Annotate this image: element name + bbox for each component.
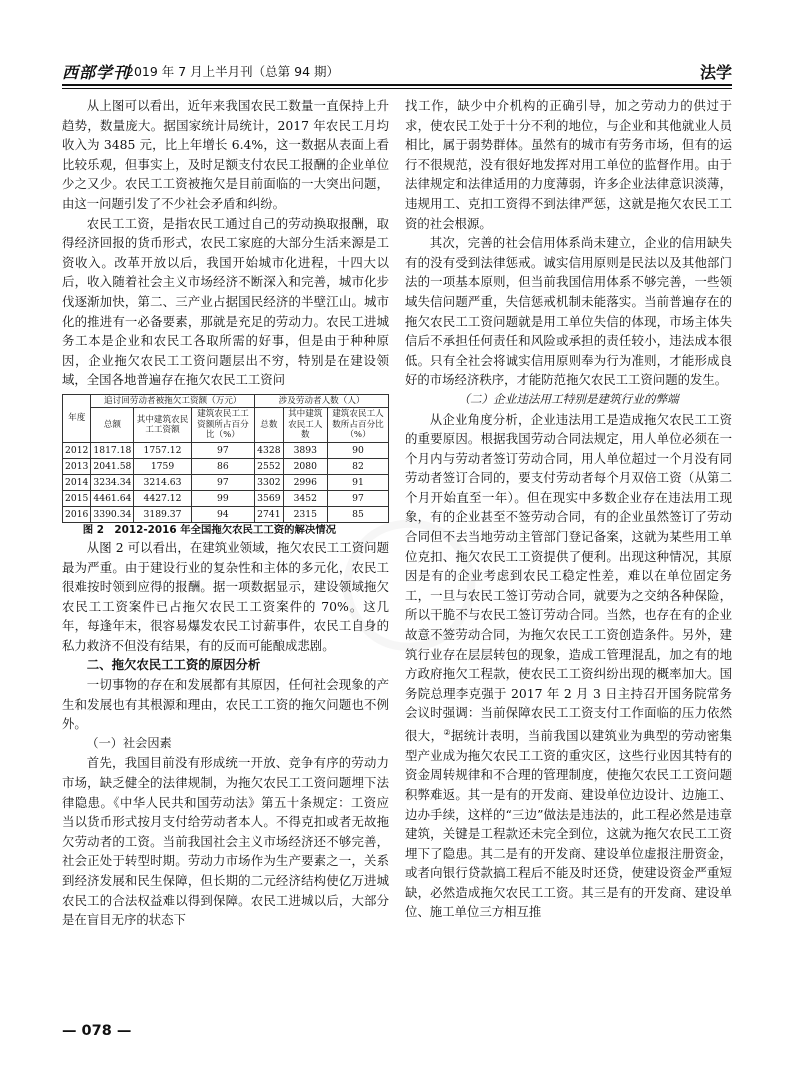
table-header: 总额 [91, 408, 134, 443]
table-cell: 97 [191, 474, 255, 490]
table-header: 建筑农民工人数所占百分比（%） [327, 408, 388, 443]
table-cell: 2016 [63, 506, 91, 522]
paragraph: 其次，完善的社会信用体系尚未建立，企业的信用缺失有的没有受到法律惩戒。诚实信用原则是民法以及其他部门法的一项基本原则，但当前我国信用体系不够完善，一些领域失信问题严重，失信惩戒机制未能落实。当前普遍存在的拖欠农民工工资问题就是用工单位失信的体现，市场主体失信后不承担任何责任和风险或承担的责任较小，违法成本很低。只有全社会将诚实信用原则奉为行为准则，才能形成良好的市场经济秩序，才能防范拖欠农民工工资问题的发生。 [405, 235, 732, 388]
section-heading: 二、拖欠农民工工资的原因分析 [86, 657, 261, 673]
left-column [62, 96, 389, 930]
paragraph [405, 410, 732, 923]
wage-arrears-table [62, 394, 389, 523]
page-number: — 078 — [62, 1023, 132, 1039]
table-cell: 82 [327, 458, 388, 474]
table-cell: 3302 [255, 474, 283, 490]
paragraph-text: 从企业角度分析，企业违法用工是造成拖欠农民工工资的重要原因。根据我国劳动合同法规定，用人单位必须在一个月内与劳动者签订劳动合同，用人单位超过一个月没有同劳动者签订合同的，要支付劳动者每个月双倍工资（从第二个月开始直至一年）。但在现实中多数企业存在违法用工现象，有的企业甚至不签劳动合同，有的企业虽然签订了劳动合同但不去当地劳动主管部门登记备案，这就为某些用工单位克扣、拖欠农民工工资提供了便利。出现这种情况，其原因是有的企业考虑到农民工稳定性差，难以在单位固定务工，一旦与农民工签订劳动合同，就要为之交纳各种保险，所以干脆不与农民工签订劳动合同。当然，也存在有的企业故意不签劳动合同，为拖欠农民工工资创造条件。另外，建筑行业存在层层转包的现象，造成工管理混乱，加之有的地方政府拖欠工程款，使农民工工资纠纷出现的概率加大。国务院总理李克强于 2017 年 2 月 3 日主持召开国务院常务会议时强调：当前保障农民工工资支付工作面临的压力依然很大， [405, 411, 732, 744]
table-cell: 1757.12 [134, 442, 191, 458]
subsection-heading: （二）企业违法用工特别是建筑行业的弊端 [458, 391, 679, 406]
table-cell: 3452 [283, 490, 327, 506]
table-cell: 2012 [63, 442, 91, 458]
table-cell: 2741 [255, 506, 283, 522]
figure-caption: 图 2 2012-2016 年全国拖欠农民工工资的解决情况 [82, 523, 337, 536]
issue-label: 2019 年 7 月上半月刊（总第 94 期） [126, 64, 340, 79]
table-cell: 3189.37 [134, 506, 191, 522]
table-cell: 2014 [63, 474, 91, 490]
paragraph: 从上图可以看出，近年来我国农民工数量一直保持上升趋势，数量庞大。据国家统计局统计，2017 年农民工月均收入为 3485 元，比上年增长 6.4%，这一数据从表面上看比较乐观，但事实上，及时足额支付农民工报酬的企业单位少之又少。农民工工资被拖欠是目前面临的一大突出问题，由这一问题引发了不少社会矛盾和纠纷。 [62, 98, 389, 211]
table-cell: 2013 [63, 458, 91, 474]
table-cell: 94 [191, 506, 255, 522]
table-row [63, 506, 389, 522]
table-cell: 3893 [283, 442, 327, 458]
table-cell: 4461.64 [91, 490, 134, 506]
table-header-year: 年度 [63, 394, 91, 442]
table-header: 其中建筑农民工人数 [283, 408, 327, 443]
table-cell: 2552 [255, 458, 283, 474]
table-row [63, 490, 389, 506]
table-cell: 97 [327, 490, 388, 506]
subsection-heading: （一）社会因素 [86, 735, 172, 750]
table-cell: 3234.34 [91, 474, 134, 490]
paragraph-text: 据统计表明，当前我国以建筑业为典型的劳动密集型产业成为拖欠农民工工资的重灾区，这些行业因其特有的资金周转规律和不合理的管理制度，使拖欠农民工工资问题积弊难返。其一是有的开发商、建设单位边设计、边施工、边办手续，这样的“三边”做法是违法的，此工程必然是违章建筑，关键是工程款还未完全到位，这就为拖欠农民工工资埋下了隐患。其二是有的开发商、建设单位虚报注册资金，或者向银行贷款搞工程后不能及时还贷，使建设资金严重短缺，必然造成拖欠农民工工资。其三是有的开发商、建设单位、施工单位三方相互推 [405, 728, 733, 920]
table-header: 总数 [255, 408, 283, 443]
table-cell: 3214.63 [134, 474, 191, 490]
table-cell: 1759 [134, 458, 191, 474]
paragraph: 一切事物的存在和发展都有其原因，任何社会现象的产生和发展也有其根源和理由，农民工工资的拖欠问题也不例外。 [62, 677, 389, 732]
header-rule [62, 84, 732, 86]
footnote-marker: ② [443, 728, 451, 737]
table-cell: 86 [191, 458, 255, 474]
section-label: 法学 [699, 63, 732, 82]
table-cell: 2996 [283, 474, 327, 490]
table-cell: 2041.58 [91, 458, 134, 474]
table-group-workers: 涉及劳动者人数（人） [255, 394, 389, 408]
table-cell: 2315 [283, 506, 327, 522]
journal-logo: 西部学刊 [62, 63, 131, 82]
table-cell: 85 [327, 506, 388, 522]
page-header [62, 60, 732, 82]
paragraph: 从图 2 可以看出，在建筑业领域，拖欠农民工工资问题最为严重。由于建设行业的复杂性和主体的多元化，农民工很难按时领到应得的报酬。据一项数据显示，建设领域拖欠农民工工资案件已占拖欠农民工工资案件的 70%。这几年，每逢年末，很容易爆发农民工讨薪事件，农民工自身的私力救济不但没有结果，有的反而可能酿成悲剧。 [62, 539, 389, 653]
header-rule-thin [62, 88, 732, 89]
table-cell: 2015 [63, 490, 91, 506]
table-cell: 3569 [255, 490, 283, 506]
table-cell: 4427.12 [134, 490, 191, 506]
paragraph: 找工作，缺少中介机构的正确引导，加之劳动力的供过于求，使农民工处于十分不利的地位，与企业和其他就业人员相比，属于弱势群体。虽然有的城市有劳务市场，但有的运行不很规范，没有很好地发挥对用工单位的监督作用。由于法律规定和法律适用的力度薄弱，许多企业法律意识淡薄，违规用工、克扣工资得不到法律严惩，这就是拖欠农民工工资的社会根源。 [405, 98, 732, 231]
table-row [63, 458, 389, 474]
table-header: 建筑农民工工资额所占百分比（%） [191, 408, 255, 443]
right-column [405, 96, 732, 922]
table-cell: 99 [191, 490, 255, 506]
table-row [63, 474, 389, 490]
table-cell: 90 [327, 442, 388, 458]
paragraph: 农民工工资，是指农民工通过自己的劳动换取报酬，取得经济回报的货币形式，农民工家庭的大部分生活来源是工资收入。改革开放以后，我国开始城市化进程，十四大以后，收入随着社会主义市场经济不断深入和完善，城市化步伐逐渐加快，第二、三产业占据国民经济的半壁江山。城市化的推进有一必备要素，那就是充足的劳动力。农民工进城务工本是企业和农民工各取所需的好事，但是由于种种原因，企业拖欠农民工工资问题层出不穷，特别是在建设领域，全国各地普遍存在拖欠农民工工资问 [62, 215, 389, 388]
table-header: 其中建筑农民工工资额 [134, 408, 191, 443]
table-cell: 4328 [255, 442, 283, 458]
table-cell: 2080 [283, 458, 327, 474]
table-group-amount: 追讨回劳动者被拖欠工资额（万元） [91, 394, 255, 408]
table-row [63, 442, 389, 458]
table-cell: 91 [327, 474, 388, 490]
table-cell: 97 [191, 442, 255, 458]
table-cell: 1817.18 [91, 442, 134, 458]
paragraph: 首先，我国目前没有形成统一开放、竞争有序的劳动力市场，缺乏健全的法律规制，为拖欠农民工工资问题埋下法律隐患。《中华人民共和国劳动法》第五十条规定：工资应当以货币形式按月支付给劳动者本人。不得克扣或者无故拖欠劳动者的工资。当前我国社会主义市场经济还不够完善，社会正处于转型时期。劳动力市场作为生产要素之一，关系到经济发展和民生保障，但长期的二元经济结构使亿万进城农民工的合法权益难以得到保障。农民工进城以后，大部分是在盲目无序的状态下 [62, 755, 389, 928]
table-cell: 3390.34 [91, 506, 134, 522]
